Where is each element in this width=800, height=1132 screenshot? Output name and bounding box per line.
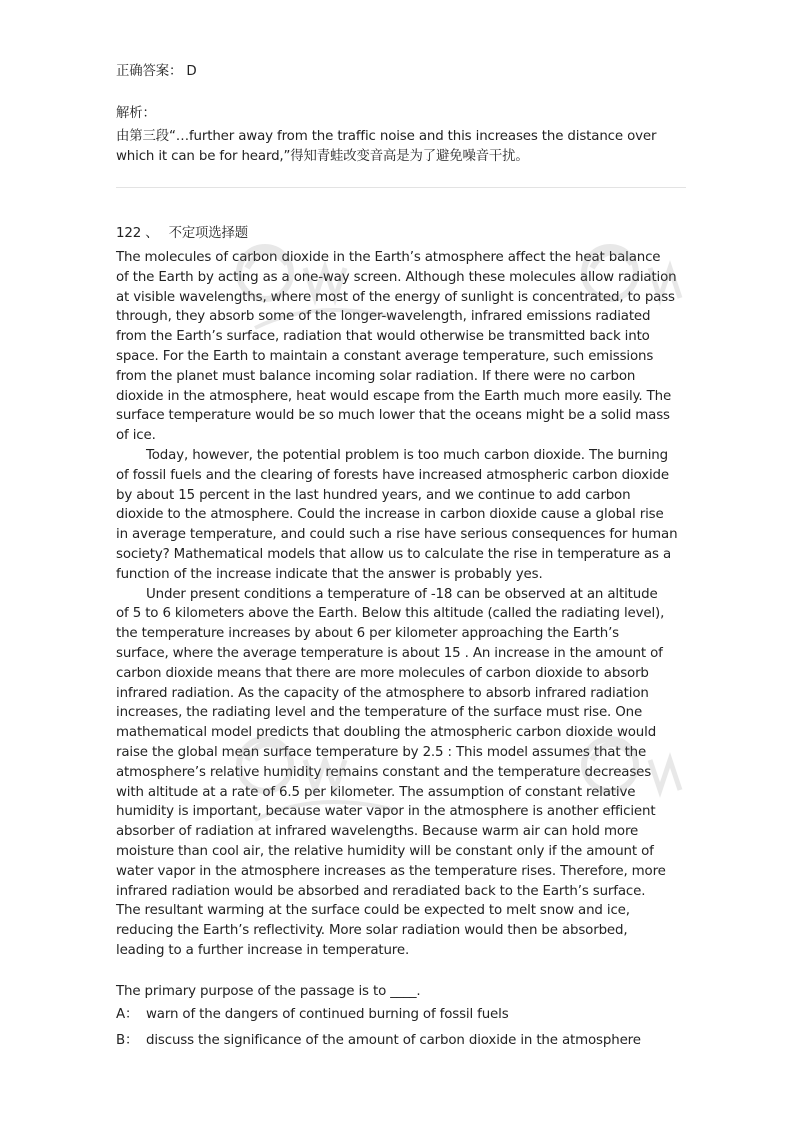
passage-line: from the planet must balance incoming solar radiation. If there were no carbon — [116, 368, 636, 384]
passage-line: with altitude at a rate of 6.5 per kilometer. The assumption of constant relative — [116, 784, 636, 800]
analysis-line: which it can be for heard,”得知青蛙改变音高是为了避免噪音干扰。 — [116, 148, 529, 164]
passage-line: at visible wavelengths, where most of the energy of sunlight is concentrated, to pass — [116, 289, 675, 305]
option-text: warn of the dangers of continued burning of fossil fuels — [146, 1007, 509, 1022]
passage-line: absorber of radiation at infrared wavelengths. Because warm air can hold more — [116, 824, 639, 840]
passage-line: mathematical model predicts that doubling the atmospheric carbon dioxide would — [116, 725, 657, 741]
passage-line: The molecules of carbon dioxide in the Earth’s atmosphere affect the heat balance — [116, 250, 661, 265]
passage-line: raise the global mean surface temperature by 2.5 : This model assumes that the — [116, 744, 647, 760]
passage-line: infrared radiation. As the capacity of the atmosphere to absorb infrared radiation — [116, 685, 649, 701]
analysis-line: 由第三段“…further away from the traffic noise and this increases the distance over — [116, 129, 657, 144]
passage-line: dioxide in the atmosphere, heat would escape from the Earth much more easily. The — [116, 388, 672, 404]
question-number: 122 、 — [116, 226, 159, 241]
passage-line: Today, however, the potential problem is too much carbon dioxide. The burning — [146, 447, 668, 463]
passage-line: function of the increase indicate that the answer is probably yes. — [116, 566, 543, 582]
option-letter: A： — [116, 1007, 139, 1022]
section-divider — [116, 187, 686, 188]
passage-line: reducing the Earth’s reflectivity. More solar radiation would then be absorbed, — [116, 923, 628, 939]
passage-line: moisture than cool air, the relative humidity will be constant only if the amount of — [116, 843, 654, 859]
passage-line: of 5 to 6 kilometers above the Earth. Below this altitude (called the radiating level), — [116, 606, 665, 622]
passage-line: atmosphere’s relative humidity remains constant and the temperature decreases — [116, 764, 652, 780]
question-prompt: The primary purpose of the passage is to ____. — [116, 984, 421, 999]
passage-line: in average temperature, and could such a rise have serious consequences for human — [116, 527, 678, 543]
passage-line: from the Earth’s surface, radiation that would otherwise be transmitted back into — [116, 329, 650, 345]
question-type: 不定项选择题 — [168, 226, 249, 241]
passage-line: increases, the radiating level and the temperature of the surface must rise. One — [116, 705, 643, 721]
passage-line: Under present conditions a temperature of -18 can be observed at an altitude — [146, 586, 658, 602]
passage-line: carbon dioxide means that there are more molecules of carbon dioxide to absorb — [116, 665, 649, 681]
analysis-text — [116, 127, 656, 167]
passage-line: surface temperature would be so much lower that the oceans might be a solid mass — [116, 408, 670, 424]
passage-line: of the Earth by acting as a one-way screen. Although these molecules allow radiation — [116, 269, 677, 285]
question-header — [116, 224, 248, 244]
passage-line: society? Mathematical models that allow us to calculate the rise in temperature as a — [116, 546, 672, 562]
passage-line: water vapor in the atmosphere increases as the temperature rises. Therefore, more — [116, 863, 666, 879]
passage-line: by about 15 percent in the last hundred years, and we continue to add carbon — [116, 487, 631, 503]
option-text: discuss the significance of the amount of carbon dioxide in the atmosphere — [146, 1033, 641, 1048]
passage-line: infrared radiation would be absorbed and reradiated back to the Earth’s surface. — [116, 883, 646, 899]
reading-passage — [116, 248, 686, 961]
correct-answer — [116, 62, 196, 82]
option-letter: B： — [116, 1033, 139, 1048]
passage-line: of fossil fuels and the clearing of forests have increased atmospheric carbon dioxide — [116, 467, 669, 483]
passage-line: dioxide to the atmosphere. Could the increase in carbon dioxide cause a global rise — [116, 507, 664, 523]
passage-line: leading to a further increase in temperature. — [116, 942, 410, 958]
answer-label: 正确答案： — [116, 64, 183, 79]
passage-line: humidity is important, because water vapor in the atmosphere is another efficient — [116, 804, 656, 820]
passage-line: space. For the Earth to maintain a constant average temperature, such emissions — [116, 348, 654, 364]
passage-line: of ice. — [116, 428, 156, 444]
answer-value: D — [186, 64, 197, 79]
passage-line: surface, where the average temperature is about 15 . An increase in the amount of — [116, 645, 663, 661]
option-b[interactable] — [116, 1031, 641, 1051]
passage-line: the temperature increases by about 6 per kilometer approaching the Earth’s — [116, 626, 620, 642]
passage-line: through, they absorb some of the longer-wavelength, infrared emissions radiated — [116, 309, 651, 325]
option-a[interactable] — [116, 1005, 509, 1025]
analysis-label: 解析： — [116, 106, 156, 121]
passage-line: The resultant warming at the surface could be expected to melt snow and ice, — [116, 903, 630, 919]
